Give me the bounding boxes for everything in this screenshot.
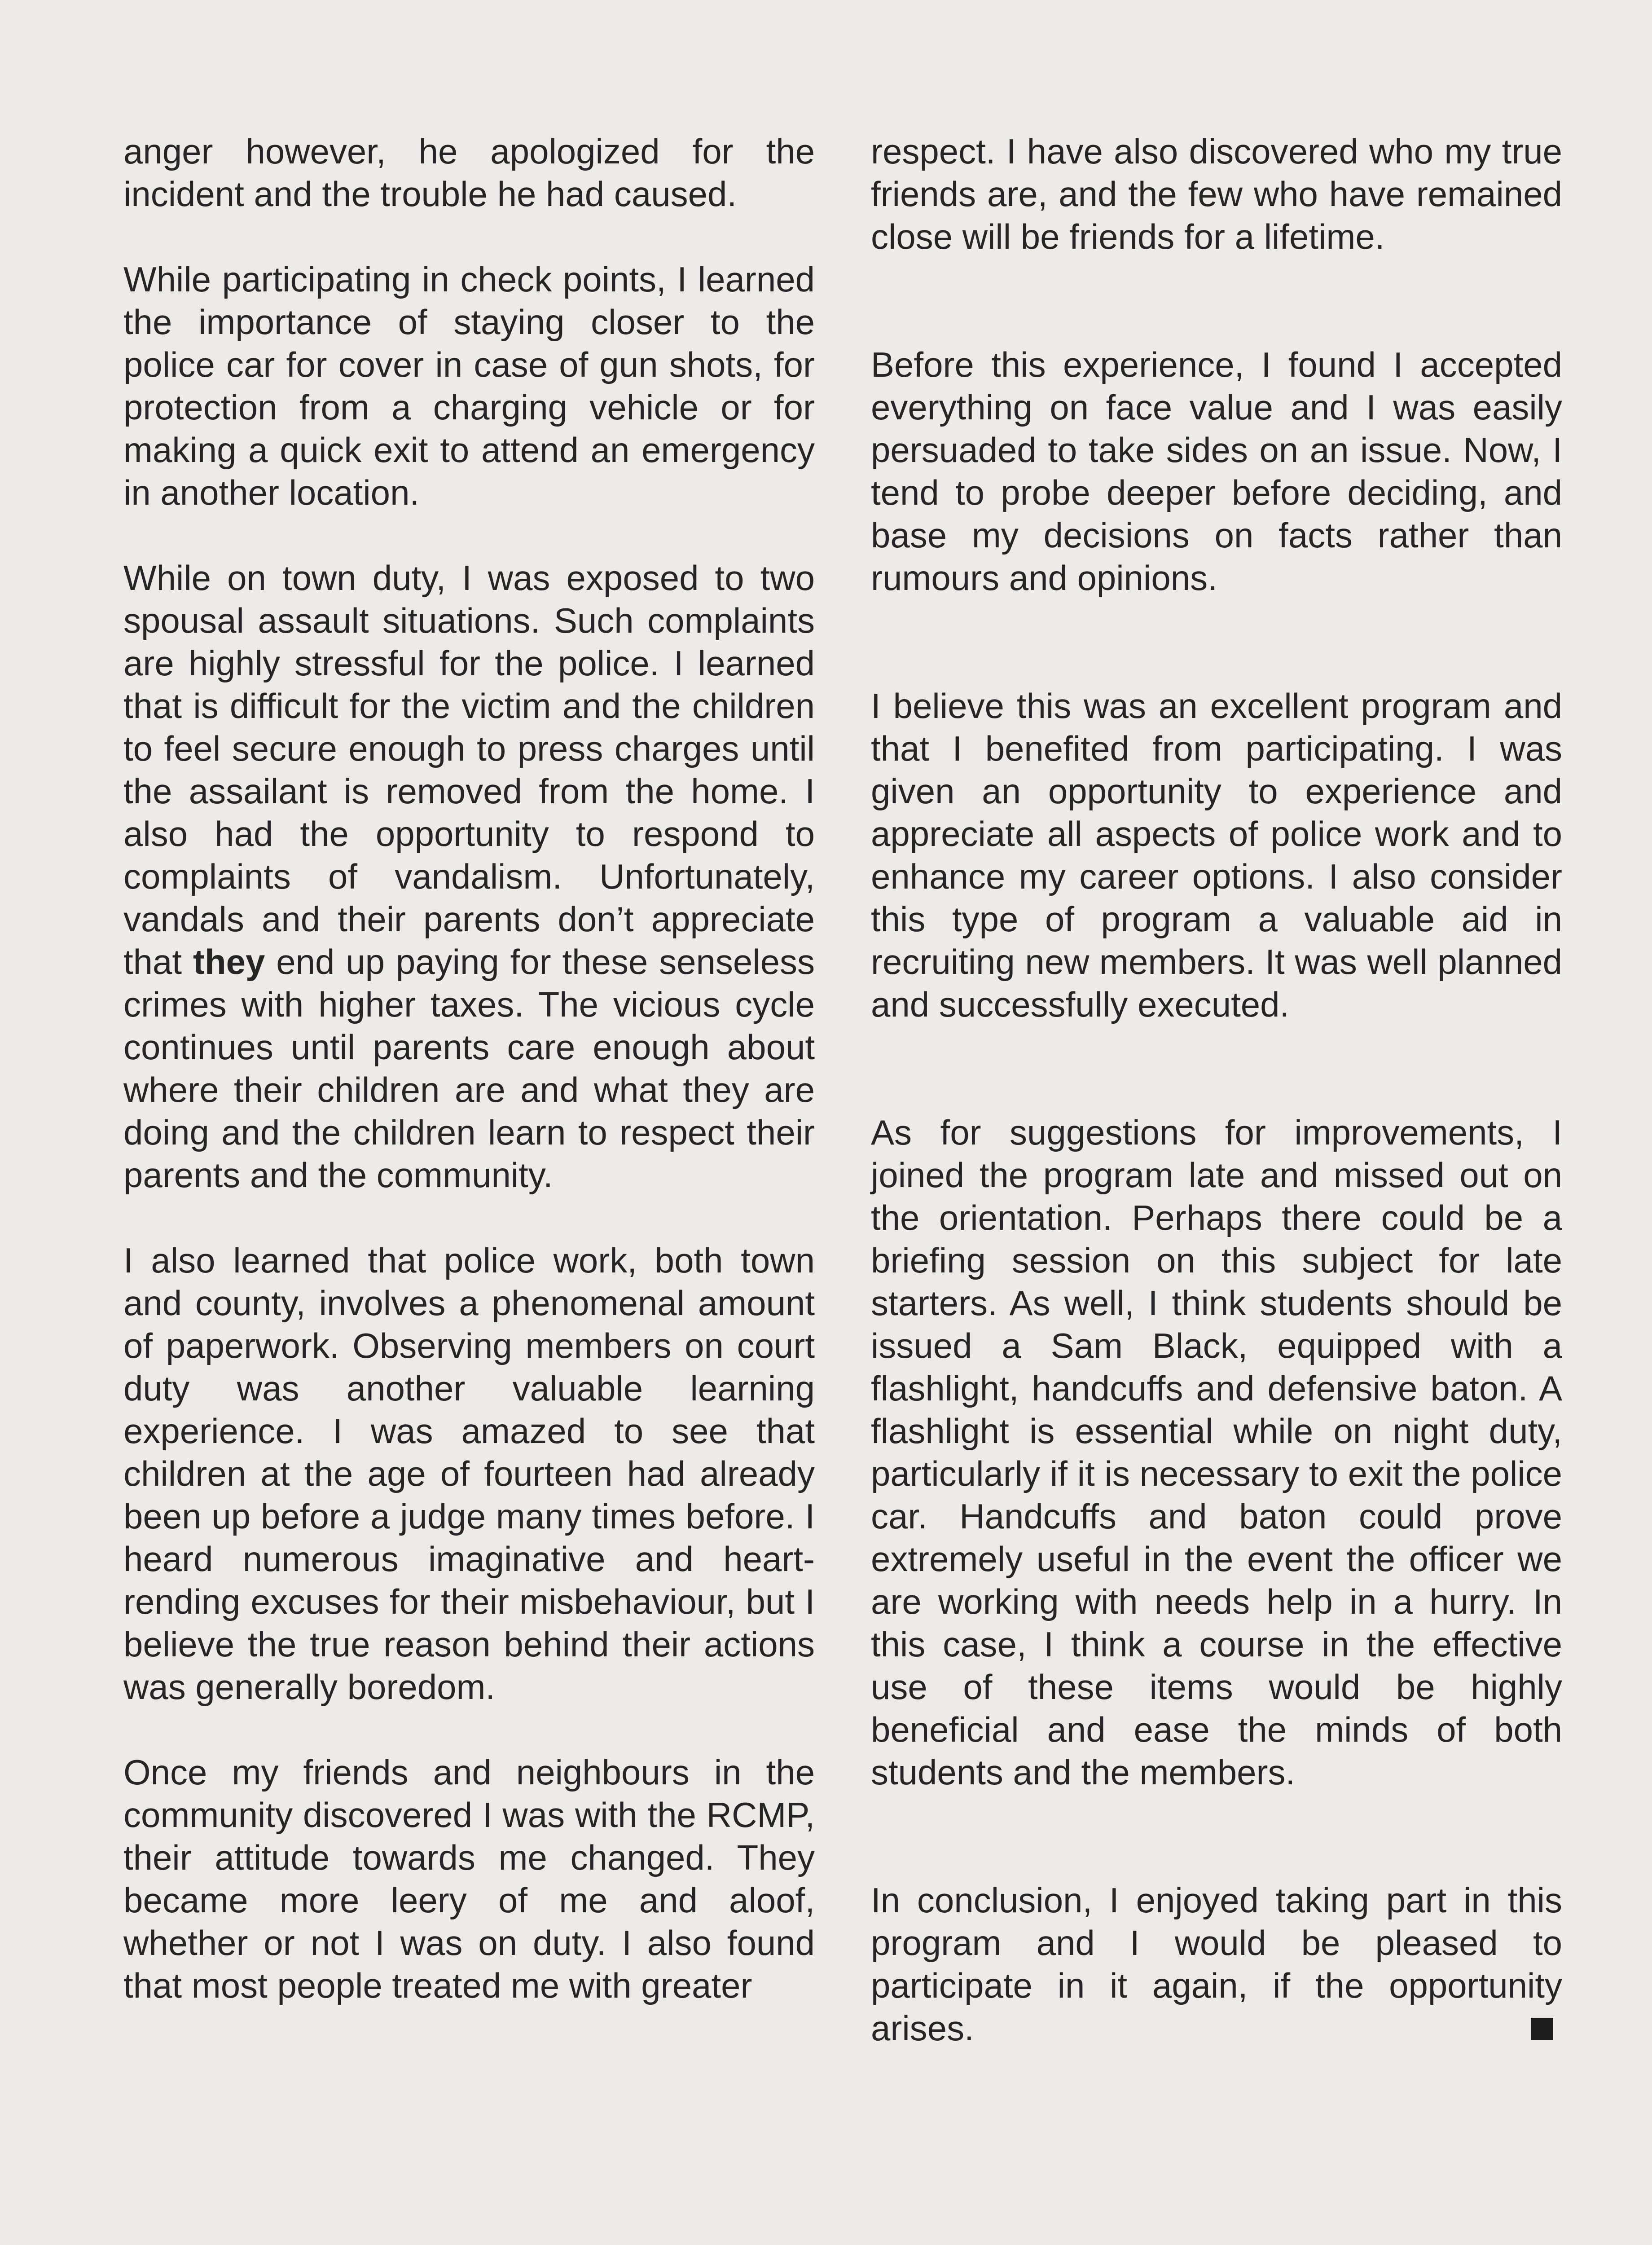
paragraph-suggestions: As for suggestions for improvements, I joined the program late and missed out on the orientation. Perhaps there could be a briefing session on this subject for late starters. As well, I think students should be issued a Sam Black, equipped with a flashlight, handcuffs and defensive baton. A flashlight is essential while on night duty, particularly if it is necessary to exit the police car. Handcuffs and baton could prove extremely useful in the event the officer we are working with needs help in a hurry. In this case, I think a course in the effective use of these items would be highly beneficial and ease the minds of both students and the members. — [871, 1113, 1562, 1792]
paragraph-paperwork: I also learned that police work, both town and county, involves a phenomenal amount of paperwork. Observing members on court duty was another valuable learning experience. I was amazed to see that children at the age of fourteen had already been up before a judge many times before. I heard numerous imaginative and heart-rending excuses for their misbehaviour, but I believe the true reason behind their actions was generally boredom. — [123, 1241, 815, 1707]
paragraph-community-attitude: Once my friends and neighbours in the community discovered I was with the RCMP, their attitude towards me changed. They became more leery of me and aloof, whether or not I was on duty. I also found that most people treated me with greater — [123, 1752, 815, 2005]
paragraph-true-friends: respect. I have also discovered who my true friends are, and the few who have remained close will be friends for a lifetime. — [871, 132, 1562, 256]
paragraph-check-points: While participating in check points, I learned the importance of staying closer to the police car for cover in case of gun shots, for protection from a charging vehicle or for making a quick exit to attend an emergency in another location. — [123, 260, 815, 512]
left-column — [123, 130, 815, 2007]
right-column — [871, 130, 1562, 2050]
paragraph-apology: anger however, he apologized for the incident and the trouble he had caused. — [123, 132, 815, 214]
emphasis-they: they — [193, 942, 265, 982]
paragraph-before-experience: Before this experience, I found I accepted everything on face value and I was easily persuaded to take sides on an issue. Now, I tend to probe deeper before deciding, and base my decisions on facts rather than rumours and opinions. — [871, 345, 1562, 598]
end-of-article-square-icon — [1531, 2018, 1553, 2040]
paragraph-excellent-program: I believe this was an excellent program and that I benefited from participating. I was given an opportunity to experience and appreciate all aspects of police work and to enhance my career options. I also consider this type of program a valuable aid in recruiting new members. It was well planned and successfully executed. — [871, 686, 1562, 1024]
paragraph-conclusion: In conclusion, I enjoyed taking part in this program and I would be pleased to participate in it again, if the opportunity arises. — [871, 1880, 1562, 2048]
paragraph-town-duty: While on town duty, I was exposed to two spousal assault situations. Such complaints are highly stressful for the police. I learned that is difficult for the victim and the children to feel secure enough to press charges until the assailant is removed from the home. I also had the opportunity to respond to complaints of vandalism. Unfortunately, vandals and their parents don’t appreciate that they end up paying for these senseless crimes with higher taxes. The vicious cycle continues until parents care enough about where their children are and what they are doing and the children learn to respect their parents and the community. — [123, 558, 815, 1195]
